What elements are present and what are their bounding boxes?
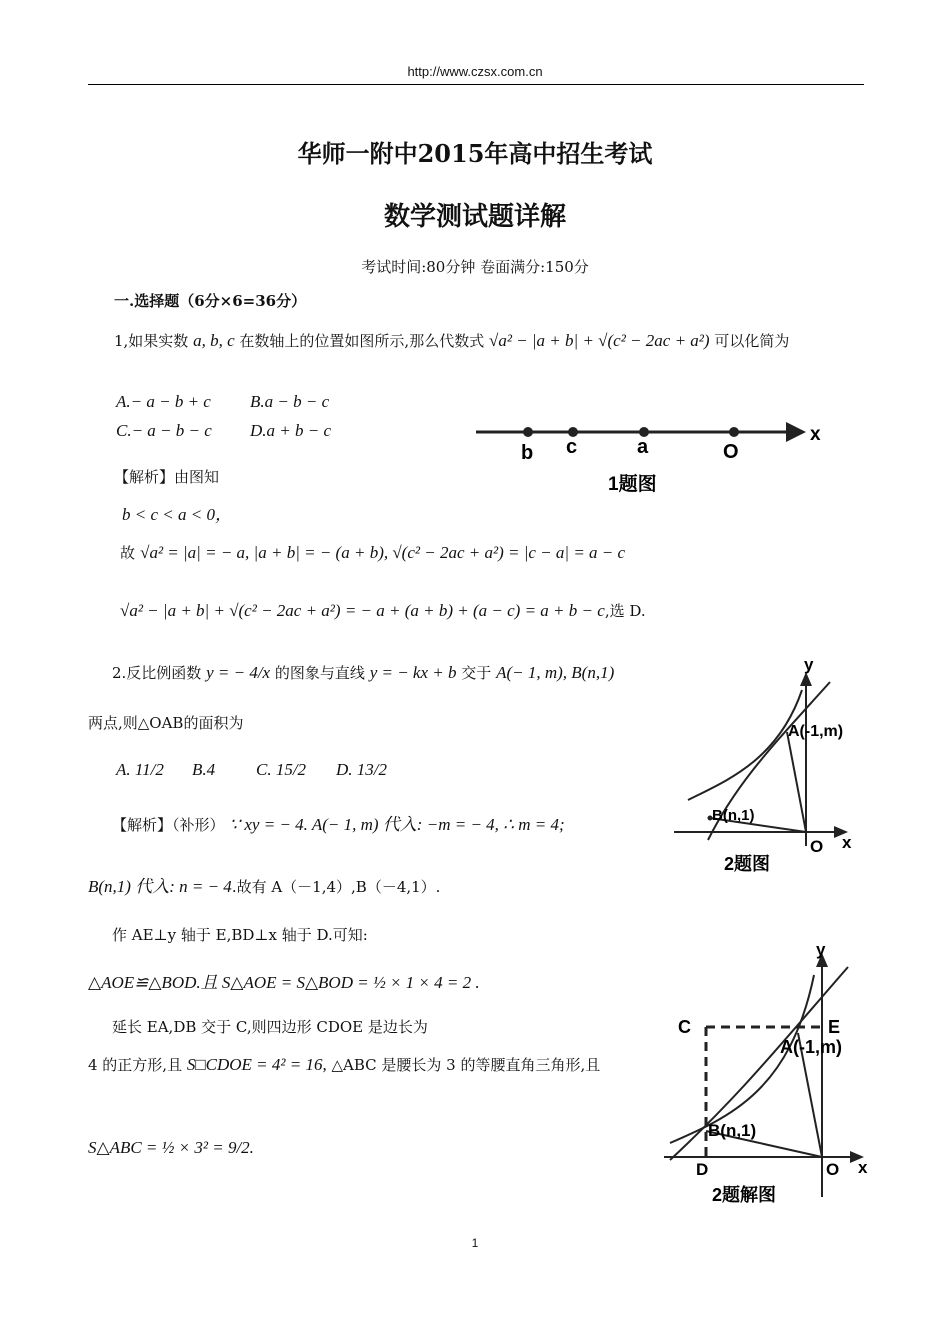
q1-option-b[interactable]: B.a − b − c bbox=[250, 392, 330, 411]
q2-analysis-line3: 作 AE⊥y 轴于 E,BD⊥x 轴于 D.可知: bbox=[112, 926, 368, 944]
q1-stem-suffix: 可以化简为 bbox=[714, 332, 790, 350]
q2-analysis-line7: S△ABC = ½ × 3² = 9/2. bbox=[88, 1138, 254, 1157]
number-line-x-label: x bbox=[810, 424, 821, 445]
q1-analysis-line1: b < c < a < 0， bbox=[122, 505, 232, 524]
point-e-label: E bbox=[828, 1017, 841, 1037]
header-url[interactable]: http://www.czsx.com.cn bbox=[407, 64, 543, 79]
q2-line6-suffix: △ABC 是腰长为 3 的等腰直角三角形,且 bbox=[331, 1056, 601, 1074]
y-axis-label: y bbox=[804, 655, 814, 674]
header-divider bbox=[88, 84, 864, 85]
point-b-label: B(n,1) bbox=[712, 807, 755, 824]
q1-option-d[interactable]: D.a + b − c bbox=[250, 421, 332, 440]
page-title: 华师一附中2015年高中招生考试 bbox=[297, 139, 653, 168]
q1-option-a[interactable]: A.− a − b + c bbox=[116, 392, 211, 411]
point-c-label: c bbox=[566, 436, 578, 458]
y-axis-label: y bbox=[816, 940, 826, 959]
q2-option-c[interactable]: C. 15/2 bbox=[256, 760, 307, 779]
q1-stem-mid: 在数轴上的位置如图所示,那么代数式 bbox=[239, 332, 485, 350]
q1-number-line-figure bbox=[470, 412, 840, 500]
q2-stem-func: y = − 4/x bbox=[206, 663, 271, 682]
figure-caption: 1题图 bbox=[608, 474, 657, 495]
origin-label: O bbox=[810, 837, 824, 856]
number-line-arrow bbox=[786, 422, 806, 442]
point-b-dot bbox=[523, 427, 533, 437]
q2-analysis-label: 【解析】 bbox=[112, 816, 173, 834]
analysis-text: 由图知 bbox=[174, 468, 220, 486]
q2-stem bbox=[112, 662, 614, 683]
analysis-label: 【解析】 bbox=[114, 468, 175, 486]
point-o-dot bbox=[729, 427, 739, 437]
origin-label: O bbox=[826, 1160, 840, 1179]
q2-analysis-line6 bbox=[88, 1054, 600, 1075]
q2-option-a[interactable]: A. 11/2 bbox=[116, 760, 164, 779]
figure-caption: 2题图 bbox=[724, 854, 771, 874]
q2-stem-line: y = − kx + b bbox=[369, 663, 457, 682]
page-number: 1 bbox=[471, 1236, 479, 1250]
q2-analysis-line2 bbox=[88, 872, 440, 897]
q2-analysis bbox=[112, 810, 565, 835]
q1-stem bbox=[114, 330, 789, 351]
hyperbola-curve bbox=[688, 690, 802, 800]
point-d-label: D bbox=[696, 1160, 709, 1179]
q2-stem-mid: 的图象与直线 bbox=[274, 664, 365, 682]
q1-stem-vars: a, b, c bbox=[193, 331, 235, 350]
y-axis-arrow bbox=[800, 672, 812, 686]
x-axis-label: x bbox=[858, 1158, 868, 1177]
q2-stem-prefix: 2.反比例函数 bbox=[112, 664, 202, 682]
point-a-label: A(-1,m) bbox=[780, 1037, 842, 1057]
q1-line3-expr: √a² − |a + b| + √(c² − 2ac + a²) = − a + (a + b) + (a − c) = a + b − c bbox=[120, 601, 605, 620]
q1-line3-suffix: ,选 D. bbox=[604, 602, 646, 620]
q1-analysis bbox=[114, 466, 219, 487]
q2-analysis-line5: 延长 EA,DB 交于 C,则四边形 CDOE 是边长为 bbox=[112, 1018, 428, 1036]
section-heading: 一.选择题（6分×6=36分） bbox=[114, 292, 307, 310]
q2-option-d[interactable]: D. 13/2 bbox=[336, 760, 387, 779]
q2-line2-expr: B(n,1) 代入: n = − 4 bbox=[88, 877, 232, 896]
hyperbola-curve bbox=[670, 975, 814, 1143]
point-c-label: C bbox=[678, 1017, 691, 1037]
point-a-label: A(-1,m) bbox=[788, 723, 844, 740]
q2-analysis-hint: （补形） bbox=[172, 816, 225, 834]
q1-line2-expr: √a² = |a| = − a, |a + b| = − (a + b), √(c² − 2ac + a²) = |c − a| = a − c bbox=[140, 543, 626, 562]
q2-analysis-line4: △AOE≌△BOD.且 S△AOE = S△BOD = ½ × 1 × 4 = 2 . bbox=[88, 973, 480, 992]
q1-option-c[interactable]: C.− a − b − c bbox=[116, 421, 212, 440]
q2-solution-figure bbox=[660, 935, 880, 1210]
q2-line6-expr: S□CDOE = 4² = 16, bbox=[186, 1055, 327, 1074]
q1-stem-prefix: 1,如果实数 bbox=[114, 332, 189, 350]
point-b-label: b bbox=[521, 442, 534, 464]
q2-analysis-line1: ∵ xy = − 4. A(− 1, m) 代入: −m = − 4, ∴ m = 4; bbox=[229, 815, 565, 834]
x-axis-label: x bbox=[842, 833, 852, 852]
q1-stem-expr: √a² − |a + b| + √(c² − 2ac + a²) bbox=[488, 331, 710, 350]
q1-analysis-line2 bbox=[120, 542, 625, 563]
point-a-label: a bbox=[637, 436, 649, 458]
q2-line2-suffix: .故有 A（－1,4）,B（－4,1）. bbox=[231, 878, 441, 896]
q1-analysis-line3 bbox=[120, 600, 646, 621]
q2-stem-line2: 两点,则△OAB的面积为 bbox=[88, 714, 244, 732]
q2-option-b[interactable]: B.4 bbox=[192, 760, 216, 779]
figure-caption: 2题解图 bbox=[712, 1185, 777, 1205]
exam-info: 考试时间:80分钟 卷面满分:150分 bbox=[361, 258, 589, 276]
q2-line6-prefix: 4 的正方形,且 bbox=[88, 1056, 183, 1074]
segment-oa bbox=[787, 732, 806, 832]
q2-figure bbox=[668, 650, 868, 890]
q1-line2-prefix: 故 bbox=[120, 544, 136, 562]
page-subtitle: 数学测试题详解 bbox=[383, 202, 566, 232]
point-b-label: B(n,1) bbox=[708, 1121, 757, 1140]
q2-stem-points: A(− 1, m), B(n,1) bbox=[496, 663, 615, 682]
q2-stem-mid2: 交于 bbox=[461, 664, 492, 682]
point-o-label: O bbox=[723, 441, 739, 463]
